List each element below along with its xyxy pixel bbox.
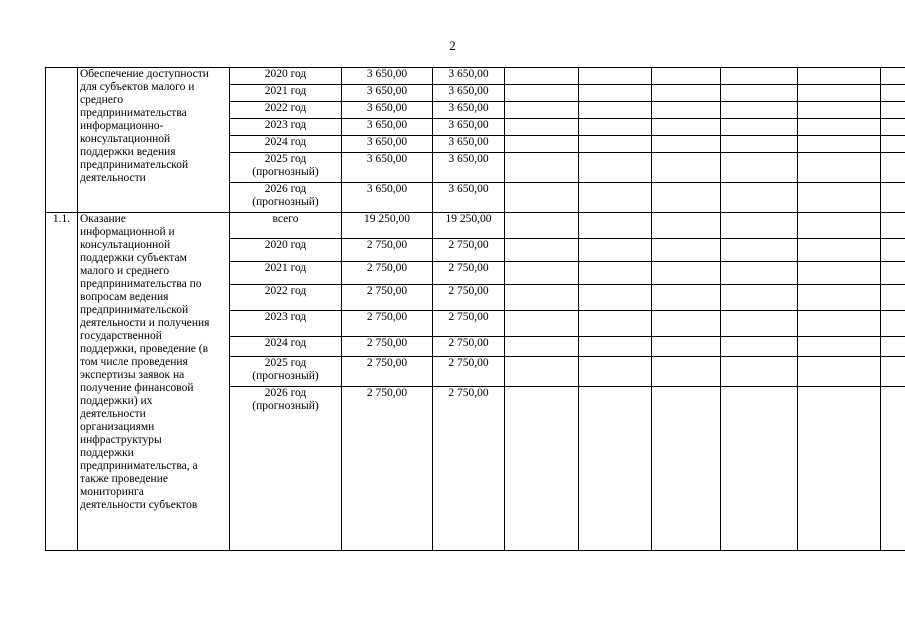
empty-cell <box>579 119 652 136</box>
empty-cell <box>579 102 652 119</box>
empty-cell <box>798 337 881 357</box>
empty-cell <box>579 262 652 285</box>
empty-cell <box>505 183 579 213</box>
empty-cell <box>721 68 798 85</box>
empty-cell <box>721 285 798 311</box>
table-row <box>46 213 905 239</box>
year-cell: 2026 год (прогнозный) <box>230 183 342 213</box>
empty-cell <box>652 337 721 357</box>
year-cell: 2020 год <box>230 239 342 262</box>
empty-cell <box>505 153 579 183</box>
empty-cell <box>721 337 798 357</box>
page-number: 2 <box>449 38 456 53</box>
total-amount-cell: 2 750,00 <box>342 337 433 357</box>
empty-cell <box>798 213 881 239</box>
year-cell: 2022 год <box>230 102 342 119</box>
empty-cell <box>652 183 721 213</box>
empty-cell <box>721 85 798 102</box>
empty-cell <box>505 102 579 119</box>
budget-amount-cell: 2 750,00 <box>433 357 505 387</box>
year-cell: 2023 год <box>230 311 342 337</box>
empty-cell <box>652 357 721 387</box>
total-amount-cell: 3 650,00 <box>342 102 433 119</box>
year-cell: 2022 год <box>230 285 342 311</box>
empty-cell <box>652 68 721 85</box>
empty-cell <box>798 183 881 213</box>
item-description: Оказание информационной и консультационной поддержки субъектам малого и среднего предпринимательства по вопросам ведения предпринимательской деятельности и получения государственной поддержки, проведение (в том числе проведения экспертизы заявок на получение финансовой поддержки) их деятельности организациями инфраструктуры поддержки предпринимательства, а также проведение мониторинга деятельности субъектов <box>78 213 230 551</box>
empty-cell <box>652 102 721 119</box>
table-row <box>46 68 905 85</box>
empty-cell <box>881 337 905 357</box>
budget-amount-cell: 2 750,00 <box>433 285 505 311</box>
empty-cell <box>881 285 905 311</box>
empty-cell <box>652 136 721 153</box>
empty-cell <box>721 262 798 285</box>
total-amount-cell: 2 750,00 <box>342 285 433 311</box>
empty-cell <box>798 285 881 311</box>
total-amount-cell: 3 650,00 <box>342 183 433 213</box>
empty-cell <box>505 262 579 285</box>
item-number: 1.1. <box>46 213 78 551</box>
year-cell: 2024 год <box>230 136 342 153</box>
total-amount-cell: 2 750,00 <box>342 311 433 337</box>
empty-cell <box>579 285 652 311</box>
empty-cell <box>505 285 579 311</box>
budget-amount-cell: 3 650,00 <box>433 102 505 119</box>
empty-cell <box>881 136 905 153</box>
empty-cell <box>881 119 905 136</box>
empty-cell <box>798 68 881 85</box>
empty-cell <box>881 387 905 551</box>
empty-cell <box>579 153 652 183</box>
budget-amount-cell: 2 750,00 <box>433 239 505 262</box>
year-cell: 2025 год (прогнозный) <box>230 153 342 183</box>
empty-cell <box>798 239 881 262</box>
empty-cell <box>505 357 579 387</box>
budget-amount-cell: 3 650,00 <box>433 68 505 85</box>
empty-cell <box>798 136 881 153</box>
empty-cell <box>652 119 721 136</box>
empty-cell <box>579 239 652 262</box>
empty-cell <box>721 239 798 262</box>
empty-cell <box>721 153 798 183</box>
empty-cell <box>721 357 798 387</box>
empty-cell <box>652 311 721 337</box>
empty-cell <box>505 311 579 337</box>
empty-cell <box>881 85 905 102</box>
budget-amount-cell: 19 250,00 <box>433 213 505 239</box>
empty-cell <box>505 85 579 102</box>
budget-amount-cell: 2 750,00 <box>433 311 505 337</box>
total-amount-cell: 3 650,00 <box>342 136 433 153</box>
empty-cell <box>579 213 652 239</box>
year-cell: 2026 год (прогнозный) <box>230 387 342 551</box>
item-description: Обеспечение доступности для субъектов малого и среднего предпринимательства информационно- консультационной поддержки ведения предпринимательской деятельности <box>78 68 230 213</box>
empty-cell <box>505 387 579 551</box>
empty-cell <box>579 68 652 85</box>
empty-cell <box>881 311 905 337</box>
year-cell: 2024 год <box>230 337 342 357</box>
empty-cell <box>579 357 652 387</box>
year-cell: 2021 год <box>230 85 342 102</box>
empty-cell <box>505 213 579 239</box>
empty-cell <box>798 119 881 136</box>
year-cell: 2021 год <box>230 262 342 285</box>
empty-cell <box>721 119 798 136</box>
empty-cell <box>721 136 798 153</box>
empty-cell <box>505 136 579 153</box>
empty-cell <box>652 239 721 262</box>
budget-table <box>45 67 905 551</box>
empty-cell <box>881 153 905 183</box>
empty-cell <box>652 285 721 311</box>
empty-cell <box>505 337 579 357</box>
empty-cell <box>579 183 652 213</box>
empty-cell <box>798 85 881 102</box>
empty-cell <box>721 387 798 551</box>
budget-amount-cell: 3 650,00 <box>433 136 505 153</box>
total-amount-cell: 3 650,00 <box>342 68 433 85</box>
empty-cell <box>505 68 579 85</box>
budget-amount-cell: 3 650,00 <box>433 119 505 136</box>
total-amount-cell: 2 750,00 <box>342 262 433 285</box>
budget-amount-cell: 2 750,00 <box>433 387 505 551</box>
empty-cell <box>881 183 905 213</box>
empty-cell <box>579 85 652 102</box>
empty-cell <box>798 102 881 119</box>
year-cell: 2020 год <box>230 68 342 85</box>
empty-cell <box>652 153 721 183</box>
empty-cell <box>798 311 881 337</box>
empty-cell <box>881 213 905 239</box>
total-amount-cell: 3 650,00 <box>342 85 433 102</box>
total-amount-cell: 3 650,00 <box>342 119 433 136</box>
empty-cell <box>798 153 881 183</box>
budget-amount-cell: 3 650,00 <box>433 183 505 213</box>
empty-cell <box>881 262 905 285</box>
year-cell: 2023 год <box>230 119 342 136</box>
budget-amount-cell: 3 650,00 <box>433 85 505 102</box>
empty-cell <box>798 387 881 551</box>
total-amount-cell: 3 650,00 <box>342 153 433 183</box>
empty-cell <box>652 213 721 239</box>
empty-cell <box>881 239 905 262</box>
empty-cell <box>721 183 798 213</box>
empty-cell <box>881 102 905 119</box>
empty-cell <box>798 262 881 285</box>
year-cell: всего <box>230 213 342 239</box>
empty-cell <box>579 311 652 337</box>
total-amount-cell: 2 750,00 <box>342 239 433 262</box>
empty-cell <box>505 239 579 262</box>
empty-cell <box>721 213 798 239</box>
empty-cell <box>798 357 881 387</box>
total-amount-cell: 19 250,00 <box>342 213 433 239</box>
empty-cell <box>652 85 721 102</box>
budget-amount-cell: 3 650,00 <box>433 153 505 183</box>
year-cell: 2025 год (прогнозный) <box>230 357 342 387</box>
empty-cell <box>721 311 798 337</box>
empty-cell <box>652 262 721 285</box>
empty-cell <box>721 102 798 119</box>
empty-cell <box>579 387 652 551</box>
empty-cell <box>579 337 652 357</box>
empty-cell <box>881 68 905 85</box>
empty-cell <box>652 387 721 551</box>
budget-amount-cell: 2 750,00 <box>433 262 505 285</box>
empty-cell <box>579 136 652 153</box>
budget-amount-cell: 2 750,00 <box>433 337 505 357</box>
empty-cell <box>881 357 905 387</box>
item-number <box>46 68 78 213</box>
total-amount-cell: 2 750,00 <box>342 387 433 551</box>
total-amount-cell: 2 750,00 <box>342 357 433 387</box>
empty-cell <box>505 119 579 136</box>
